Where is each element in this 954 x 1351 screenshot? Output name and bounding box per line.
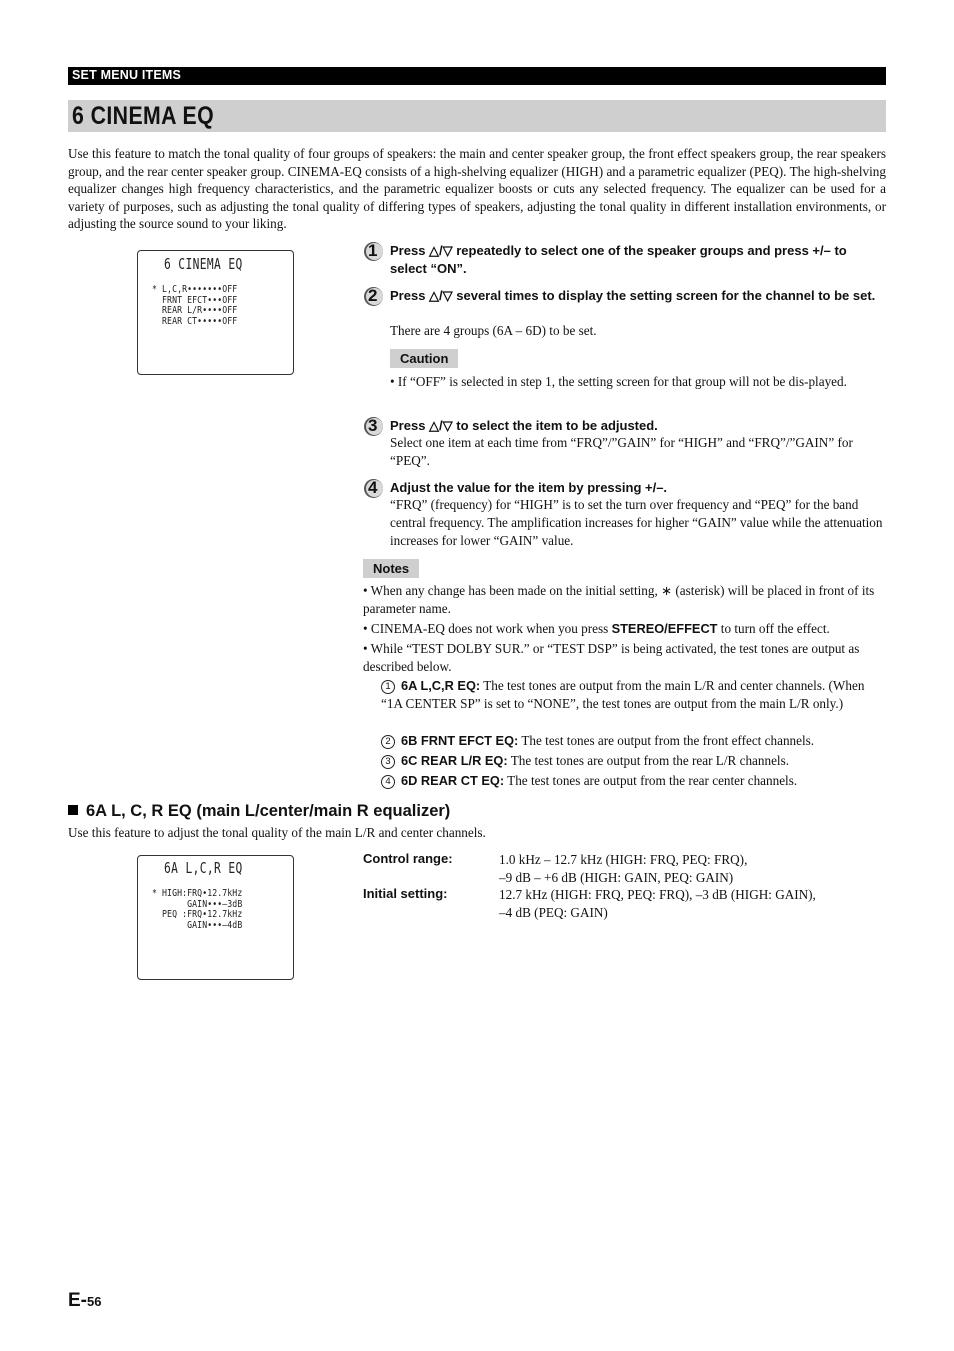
intro-paragraph: Use this feature to match the tonal quality of four groups of speakers: the main and center speaker group, the front effect speakers group, the rear speakers group, and the rear center speaker group. CINEMA-EQ consists of a high-shelving equalizer (HIGH) and a parametric equalizer (PEQ). The high-shelving equalizer changes high frequency characteristics, and the parametric equalizer boosts or cuts any selected frequency. The equalizer can be used for a variety of purposes, such as adjusting the tonal quality of differing types of speakers, adjusting the tonal quality in different installation environments, or adjusting the source sound to your liking. [68, 146, 886, 232]
step-number-2: 2 [364, 287, 385, 308]
lcd-line: GAIN•••–3dB [152, 898, 243, 910]
step-2-heading: Press △/▽ several times to display the setting screen for the channel to be set. [390, 288, 876, 303]
note-2: • CINEMA-EQ does not work when you press STEREO/EFFECT to turn off the effect. [363, 621, 830, 636]
control-range-label: Control range: [363, 851, 453, 866]
step-4-body: “FRQ” (frequency) for “HIGH” is to set the turn over frequency and “PEQ” for the band central frequency. The amplification increases for higher “GAIN” value while the attenuation increases for lower “GAIN” value. [390, 497, 883, 548]
test-tone-item-2: 2 6B FRNT EFCT EQ: The test tones are output from the front effect channels. [381, 732, 886, 750]
test-tone-item-1: 1 6A L,C,R EQ: The test tones are output from the main L/R and center channels. (When “1A CENTER SP” is set to “NONE”, the test tones are output from the main L/R only.) [381, 678, 865, 711]
step-number-1: 1 [364, 242, 385, 263]
lcd-title: 6 CINEMA EQ [164, 255, 243, 273]
lcd-line: REAR L/R••••OFF [152, 305, 238, 317]
notes-label: Notes [363, 559, 419, 578]
lcd-line: REAR CT•••••OFF [152, 315, 238, 327]
stereo-effect-key: STEREO/EFFECT [611, 621, 718, 636]
square-bullet-icon [68, 805, 78, 815]
lcd-display-6a-lcr-eq [137, 855, 294, 980]
control-range-line-1: 1.0 kHz – 12.7 kHz (HIGH: FRQ, PEQ: FRQ), [499, 852, 748, 867]
lcd-line: FRNT EFCT•••OFF [152, 294, 238, 306]
test-tone-item-4: 4 6D REAR CT EQ: The test tones are output from the rear center channels. [381, 772, 886, 790]
caution-text: • If “OFF” is selected in step 1, the setting screen for that group will not be dis-played. [390, 374, 847, 389]
lcd-display-cinema-eq [137, 250, 294, 375]
initial-setting-line-1: 12.7 kHz (HIGH: FRQ, PEQ: FRQ), –3 dB (HIGH: GAIN), [499, 887, 816, 902]
step-3-body: Select one item at each time from “FRQ”/”GAIN” for “HIGH” and “FRQ”/”GAIN” for “PEQ”. [390, 435, 853, 468]
lcd-line: GAIN•••–4dB [152, 919, 243, 931]
test-tone-item-3: 3 6C REAR L/R EQ: The test tones are output from the rear L/R channels. [381, 752, 886, 770]
step-number-4: 4 [364, 479, 385, 500]
page-title-bar [68, 100, 886, 132]
control-range-line-2: –9 dB – +6 dB (HIGH: GAIN, PEQ: GAIN) [499, 870, 734, 885]
lcd-line: * L,C,R•••••••OFF [152, 284, 238, 295]
initial-setting-label: Initial setting: [363, 886, 448, 901]
subsection-description: Use this feature to adjust the tonal quality of the main L/R and center channels. [68, 825, 486, 840]
note-3: • While “TEST DOLBY SUR.” or “TEST DSP” is being activated, the test tones are output as described below. [363, 641, 860, 674]
step-number-3: 3 [364, 417, 385, 438]
page-number: E-56 [68, 1290, 102, 1311]
lcd-line: PEQ :FRQ•12.7kHz [152, 909, 243, 921]
lcd-line: * HIGH:FRQ•12.7kHz [152, 888, 243, 899]
caution-label: Caution [390, 349, 458, 368]
step-1-heading: Press △/▽ repeatedly to select one of the speaker groups and press +/– to select “ON”. [390, 243, 847, 276]
section-label: SET MENU ITEMS [72, 68, 182, 82]
section-header-bar [68, 67, 886, 85]
lcd-title: 6A L,C,R EQ [164, 859, 243, 877]
step-4-heading: Adjust the value for the item by pressing +/–. [390, 480, 668, 495]
step-2-body: There are 4 groups (6A – 6D) to be set. [390, 323, 597, 338]
step-3-heading: Press △/▽ to select the item to be adjusted. [390, 418, 658, 433]
note-1: • When any change has been made on the initial setting, ∗ (asterisk) will be placed in front of its parameter name. [363, 583, 875, 616]
initial-setting-line-2: –4 dB (PEQ: GAIN) [499, 905, 608, 920]
subsection-heading: 6A L, C, R EQ (main L/center/main R equalizer) [68, 802, 450, 821]
page-title: 6 CINEMA EQ [72, 102, 215, 130]
